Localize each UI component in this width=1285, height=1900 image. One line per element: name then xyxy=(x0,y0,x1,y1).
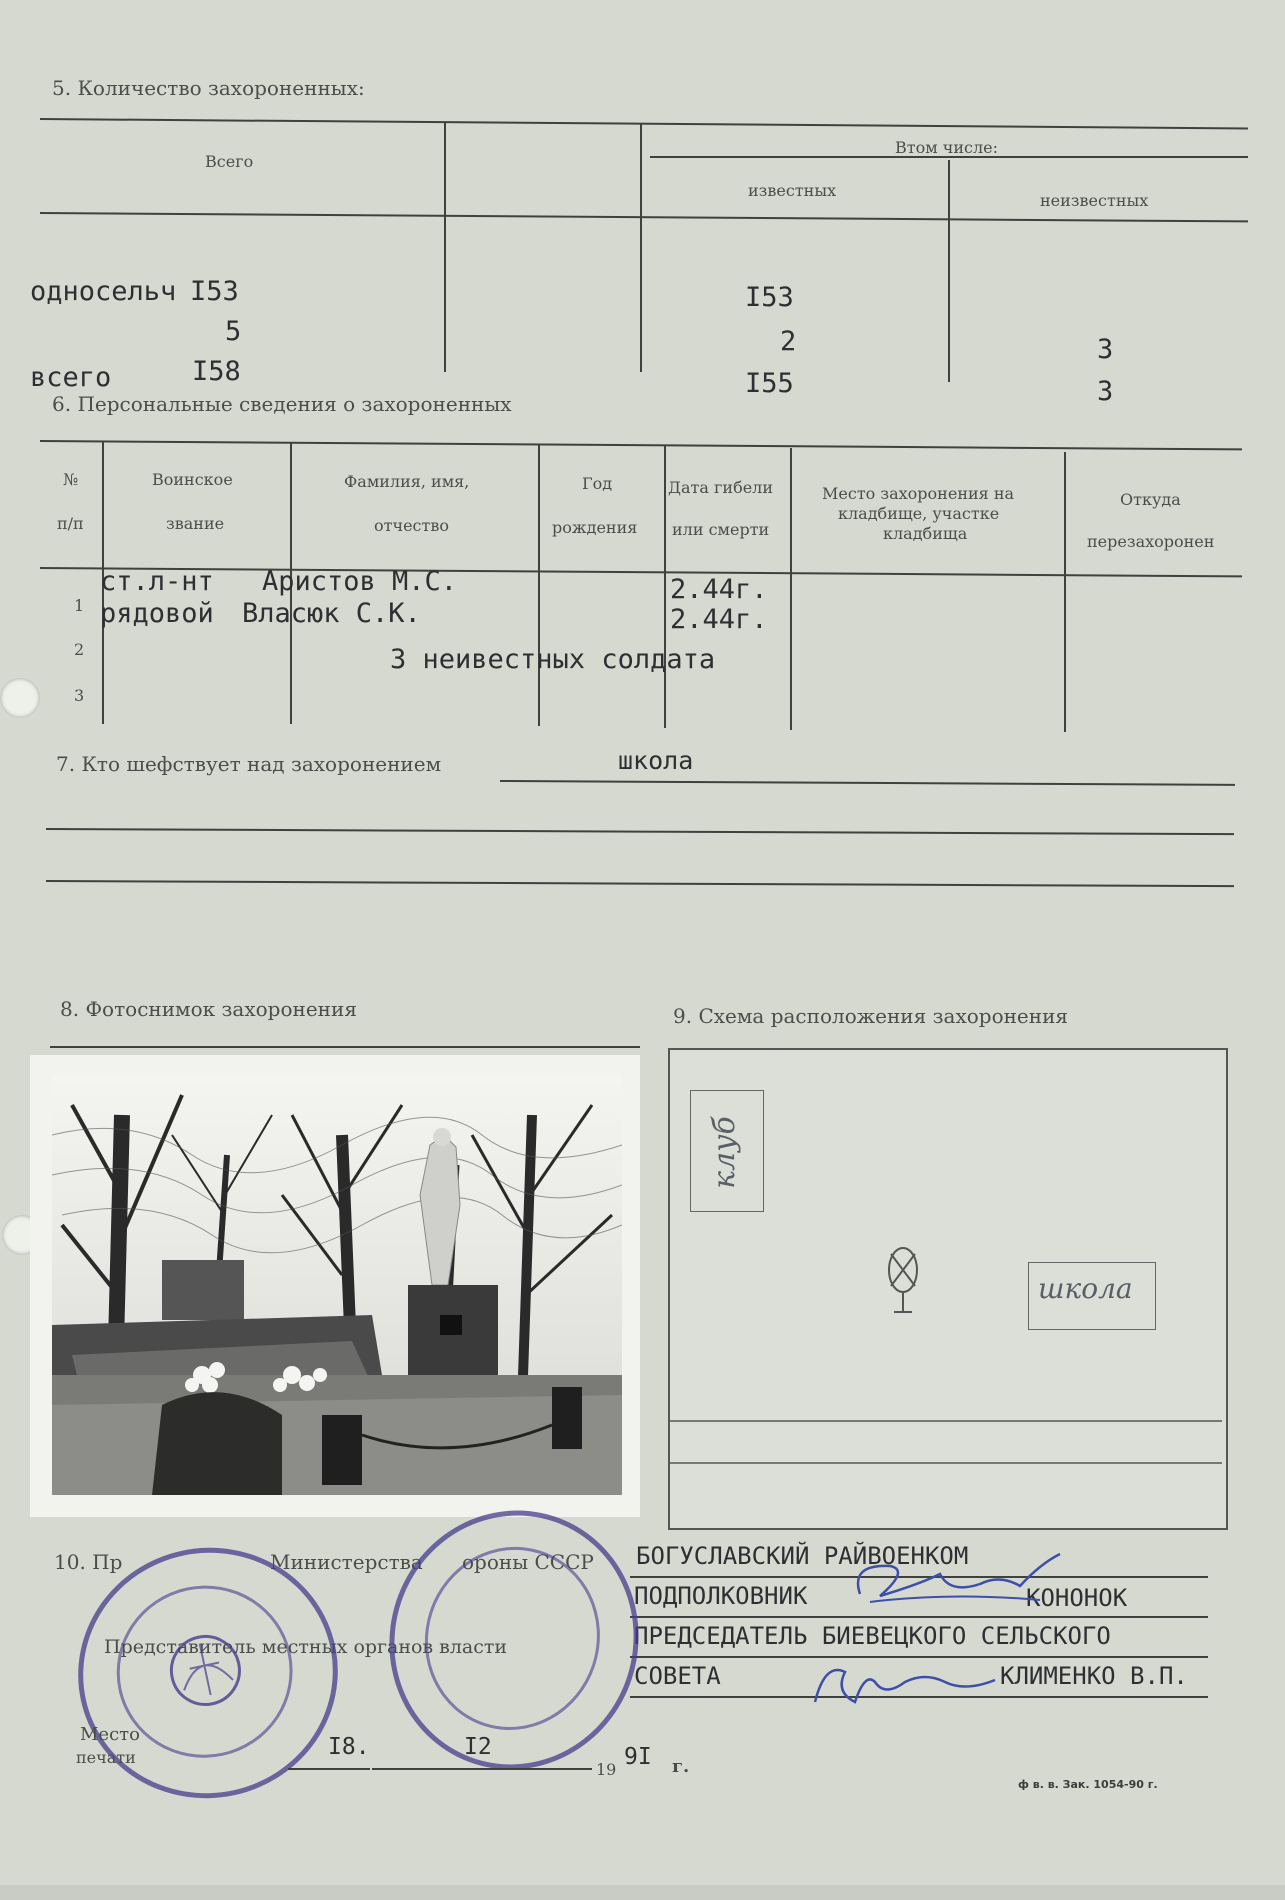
divider xyxy=(40,118,1248,129)
fill-line xyxy=(46,880,1234,887)
divider xyxy=(1064,452,1066,732)
row-label: всего xyxy=(30,362,112,393)
column-header-burial-place: Место захоронения на xyxy=(822,484,1015,503)
divider xyxy=(40,440,1242,450)
divider xyxy=(538,444,540,726)
column-header-birth-year: рождения xyxy=(552,518,638,537)
section-10-title: ороны СССР xyxy=(462,1550,594,1574)
date-line xyxy=(372,1768,592,1770)
patron-value: школа xyxy=(618,746,694,775)
divider xyxy=(40,567,1242,577)
column-header-name: отчество xyxy=(374,516,449,535)
chair-signature xyxy=(805,1652,1005,1712)
section-6-title: 6. Персональные сведения о захороненных xyxy=(52,392,512,416)
section-9-title: 9. Схема расположения захоронения xyxy=(673,1004,1069,1028)
column-header-number: № xyxy=(63,470,79,489)
fill-line xyxy=(46,828,1234,835)
divider xyxy=(790,448,792,730)
total-value: I58 xyxy=(192,356,241,387)
council-chair: ПРЕДСЕДАТЕЛЬ БИЕВЕЦКОГО СЕЛЬСКОГО xyxy=(634,1622,1111,1650)
soldier-death-date: 2.44г. xyxy=(670,574,768,605)
column-header-total: Всего xyxy=(205,152,254,171)
road-line xyxy=(670,1420,1222,1422)
date-year-prefix: 19 xyxy=(596,1760,617,1779)
fill-line xyxy=(500,780,1235,785)
soldier-name: Власюк С.К. xyxy=(242,598,421,629)
military-office: БОГУСЛАВСКИЙ РАЙВОЕНКОМ xyxy=(636,1542,969,1570)
column-header-rank: Воинское xyxy=(152,470,233,489)
divider xyxy=(444,122,446,372)
total-value: 5 xyxy=(225,316,242,347)
column-header-reburied-from: Откуда xyxy=(1120,490,1181,509)
column-header-known: известных xyxy=(748,181,837,200)
column-header-including: Втом числе: xyxy=(895,138,998,157)
chair-name: КЛИМЕНКО В.П. xyxy=(1000,1662,1188,1690)
row-number: 3 xyxy=(74,686,85,705)
soldier-name: Аристов М.С. xyxy=(262,566,458,597)
divider xyxy=(664,446,666,728)
unknown-value: 3 xyxy=(1097,334,1114,365)
column-header-rank: звание xyxy=(166,514,225,533)
date-month: I2 xyxy=(464,1734,492,1760)
row-label: односельч xyxy=(30,276,177,307)
seal-place-label: Место xyxy=(80,1724,140,1745)
column-header-name: Фамилия, имя, xyxy=(344,472,470,491)
section-10-title: 10. Пр xyxy=(54,1550,123,1574)
column-header-reburied-from: перезахоронен xyxy=(1087,532,1215,551)
punch-hole xyxy=(0,678,40,718)
section-10-title: Министерства xyxy=(270,1550,423,1574)
soldier-rank: ст.л-нт xyxy=(100,566,214,597)
unknown-value: 3 xyxy=(1097,376,1114,407)
school-label: школа xyxy=(1038,1272,1133,1305)
burial-photo xyxy=(30,1055,640,1517)
officer-signature xyxy=(840,1544,1070,1614)
grave-marker-icon xyxy=(878,1240,928,1320)
printer-imprint: ф в. в. Зак. 1054-90 г. xyxy=(1018,1778,1158,1791)
row-number: 1 xyxy=(74,596,85,615)
date-year-unit: г. xyxy=(672,1756,690,1777)
total-value: I53 xyxy=(190,276,239,307)
known-value: I55 xyxy=(745,368,794,399)
column-header-burial-place: кладбища xyxy=(883,524,968,543)
local-rep-label: Представитель местных органов власти xyxy=(104,1636,508,1658)
soldier-death-date: 2.44г. xyxy=(670,604,768,635)
unknown-soldiers-note: 3 неивестных солдата xyxy=(390,644,716,675)
council-name: СОВЕТА xyxy=(634,1662,721,1690)
divider xyxy=(40,212,1248,222)
known-value: 2 xyxy=(780,326,797,357)
divider xyxy=(640,124,642,372)
divider xyxy=(948,160,950,382)
memorial-photo-image xyxy=(52,1075,622,1495)
soldier-rank: рядовой xyxy=(100,598,214,629)
date-year: 9I xyxy=(624,1744,652,1770)
officer-rank: ПОДПОЛКОВНИК xyxy=(634,1582,808,1610)
date-day: I8. xyxy=(328,1734,370,1760)
section-5-title: 5. Количество захороненных: xyxy=(52,76,365,100)
signature-line xyxy=(630,1616,1208,1618)
section-7-title: 7. Кто шефствует над захоронением xyxy=(56,752,442,776)
road-line xyxy=(670,1462,1222,1464)
column-header-unknown: неизвестных xyxy=(1040,191,1149,210)
club-label: клуб xyxy=(706,1116,742,1189)
column-header-death-date: или смерти xyxy=(672,520,770,539)
column-header-number: п/п xyxy=(57,514,84,533)
section-8-title: 8. Фотоснимок захоронения xyxy=(60,997,357,1021)
divider xyxy=(50,1046,640,1048)
column-header-burial-place: кладбище, участке xyxy=(838,504,1000,523)
officer-name: КОНОНОК xyxy=(1026,1584,1128,1612)
state-emblem-icon xyxy=(152,1617,259,1724)
row-number: 2 xyxy=(74,640,85,659)
column-header-death-date: Дата гибели xyxy=(668,478,773,497)
date-line xyxy=(288,1768,370,1770)
known-value: I53 xyxy=(745,282,794,313)
burial-location-scheme xyxy=(668,1048,1228,1530)
seal-place-label: печати xyxy=(76,1748,136,1767)
column-header-birth-year: Год xyxy=(582,474,613,493)
